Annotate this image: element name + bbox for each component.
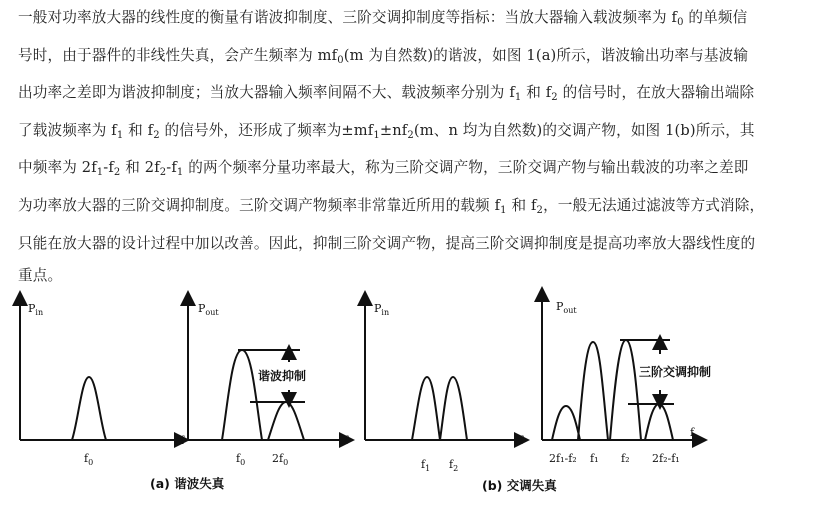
text-run: 和 f bbox=[506, 196, 537, 214]
body-paragraph bbox=[18, 2, 818, 293]
subscript: 1 bbox=[176, 167, 184, 179]
panel-b-output bbox=[542, 294, 711, 465]
text-run: 为功率放大器的三阶交调抑制度。三阶交调产物频率非常靠近所用的载频 f bbox=[18, 196, 501, 214]
x-axis-label: f bbox=[519, 434, 524, 447]
imd-suppression-label: 三阶交调抑制 bbox=[639, 365, 712, 379]
figure-1 bbox=[0, 282, 831, 522]
text-run: 号时，由于器件的非线性失真，会产生频率为 mf bbox=[18, 46, 338, 64]
subscript: 1 bbox=[500, 204, 507, 216]
harmonic-peak bbox=[268, 402, 304, 440]
text-run: -f bbox=[103, 159, 114, 177]
x-axis-label: f bbox=[180, 434, 185, 447]
harmonic-suppression-label: 谐波抑制 bbox=[258, 369, 307, 383]
paragraph-line bbox=[18, 152, 818, 190]
text-run: 一般对功率放大器的线性度的衡量有谐波抑制度、三阶交调抑制度等指标：当放大器输入载波频率为 f bbox=[18, 9, 678, 26]
tone-f2-peak bbox=[440, 377, 467, 440]
panel-a-output bbox=[188, 298, 349, 467]
carrier-f2-peak bbox=[610, 340, 641, 440]
subscript: 2 bbox=[113, 167, 121, 179]
subscript: 0 bbox=[337, 54, 344, 66]
text-run: 中频率为 2f bbox=[18, 159, 97, 177]
tick-f1: $f_1$ bbox=[421, 458, 431, 473]
y-axis-label: $P_{out}$ bbox=[198, 302, 219, 317]
text-run: 的信号时，在放大器输出端除 bbox=[557, 84, 755, 102]
caption-a: (a) 谐波失真 bbox=[150, 476, 225, 491]
text-run: 和 f bbox=[123, 121, 154, 139]
subscript: 1 bbox=[96, 167, 104, 179]
subscript: 2 bbox=[159, 167, 167, 179]
subscript: 0 bbox=[677, 17, 684, 28]
subscript: 1 bbox=[514, 92, 522, 104]
tick-2f0: $2f_0$ bbox=[272, 452, 289, 467]
subscript: 2 bbox=[536, 204, 544, 216]
fundamental-peak bbox=[72, 377, 106, 440]
paragraph-line bbox=[18, 190, 818, 228]
text-run: 只能在放大器的设计过程中加以改善。因此，抑制三阶交调产物，提高三阶交调抑制度是提高功率放大器线性度的 bbox=[18, 234, 756, 252]
text-run: (m、n 均为自然数)的交调产物，如图 1(b)所示，其 bbox=[413, 121, 755, 139]
caption-b: (b) 交调失真 bbox=[482, 478, 557, 493]
y-axis-label: $P_{out}$ bbox=[556, 300, 577, 315]
text-run: (m 为自然数)的谐波，如图 1(a)所示，谐波输出功率与基波输 bbox=[343, 46, 749, 64]
text-run: 了载波频率为 f bbox=[18, 121, 117, 139]
imd-low-peak bbox=[552, 406, 580, 440]
x-axis-label: f bbox=[344, 434, 349, 447]
panel-a-input bbox=[20, 298, 185, 467]
text-run: ，一般无法通过滤波等方式消除， bbox=[543, 196, 765, 214]
carrier-f1-peak bbox=[578, 342, 608, 440]
y-axis-label: $P_{in}$ bbox=[28, 302, 44, 317]
text-run: 重点。 bbox=[18, 267, 63, 285]
paragraph-line bbox=[18, 2, 818, 40]
text-run: 和 2f bbox=[120, 159, 160, 177]
subscript: 2 bbox=[153, 129, 160, 141]
subscript: 2 bbox=[551, 92, 558, 104]
tick-f0: $f_0$ bbox=[236, 452, 246, 467]
text-run: 出功率之差即为谐波抑制度；当放大器输入频率间隔不大、载波频率分别为 f bbox=[18, 84, 515, 102]
panel-b-input bbox=[365, 298, 524, 473]
paragraph-line bbox=[18, 115, 818, 153]
text-run: 和 f bbox=[521, 84, 552, 102]
x-axis-label: f bbox=[690, 426, 695, 439]
fundamental-peak bbox=[222, 350, 262, 440]
paragraph-line bbox=[18, 40, 818, 78]
imd-high-peak bbox=[645, 404, 673, 440]
subscript: 2 bbox=[407, 129, 414, 141]
subscript: 1 bbox=[116, 129, 124, 141]
text-run: 的单频信 bbox=[683, 9, 748, 26]
subscript: 1 bbox=[373, 129, 380, 141]
y-axis-label: $P_{in}$ bbox=[374, 302, 390, 317]
tick-f0: $f_0$ bbox=[84, 452, 94, 467]
text-run: 的两个频率分量功率最大，称为三阶交调产物，三阶交调产物与输出载波的功率之差即 bbox=[183, 159, 749, 177]
text-run: ±nf bbox=[379, 121, 408, 139]
tick-f1: f₁ bbox=[590, 452, 599, 465]
tick-2f1-f2: 2f₁-f₂ bbox=[549, 452, 577, 465]
tick-f2: $f_2$ bbox=[449, 458, 459, 473]
paragraph-line bbox=[18, 77, 818, 115]
tone-f1-peak bbox=[412, 377, 440, 440]
paragraph-line bbox=[18, 228, 818, 261]
text-run: 的信号外，还形成了频率为±mf bbox=[159, 121, 374, 139]
text-run: -f bbox=[166, 159, 177, 177]
tick-2f2-f1: 2f₂-f₁ bbox=[652, 452, 680, 465]
tick-f2: f₂ bbox=[621, 452, 630, 465]
